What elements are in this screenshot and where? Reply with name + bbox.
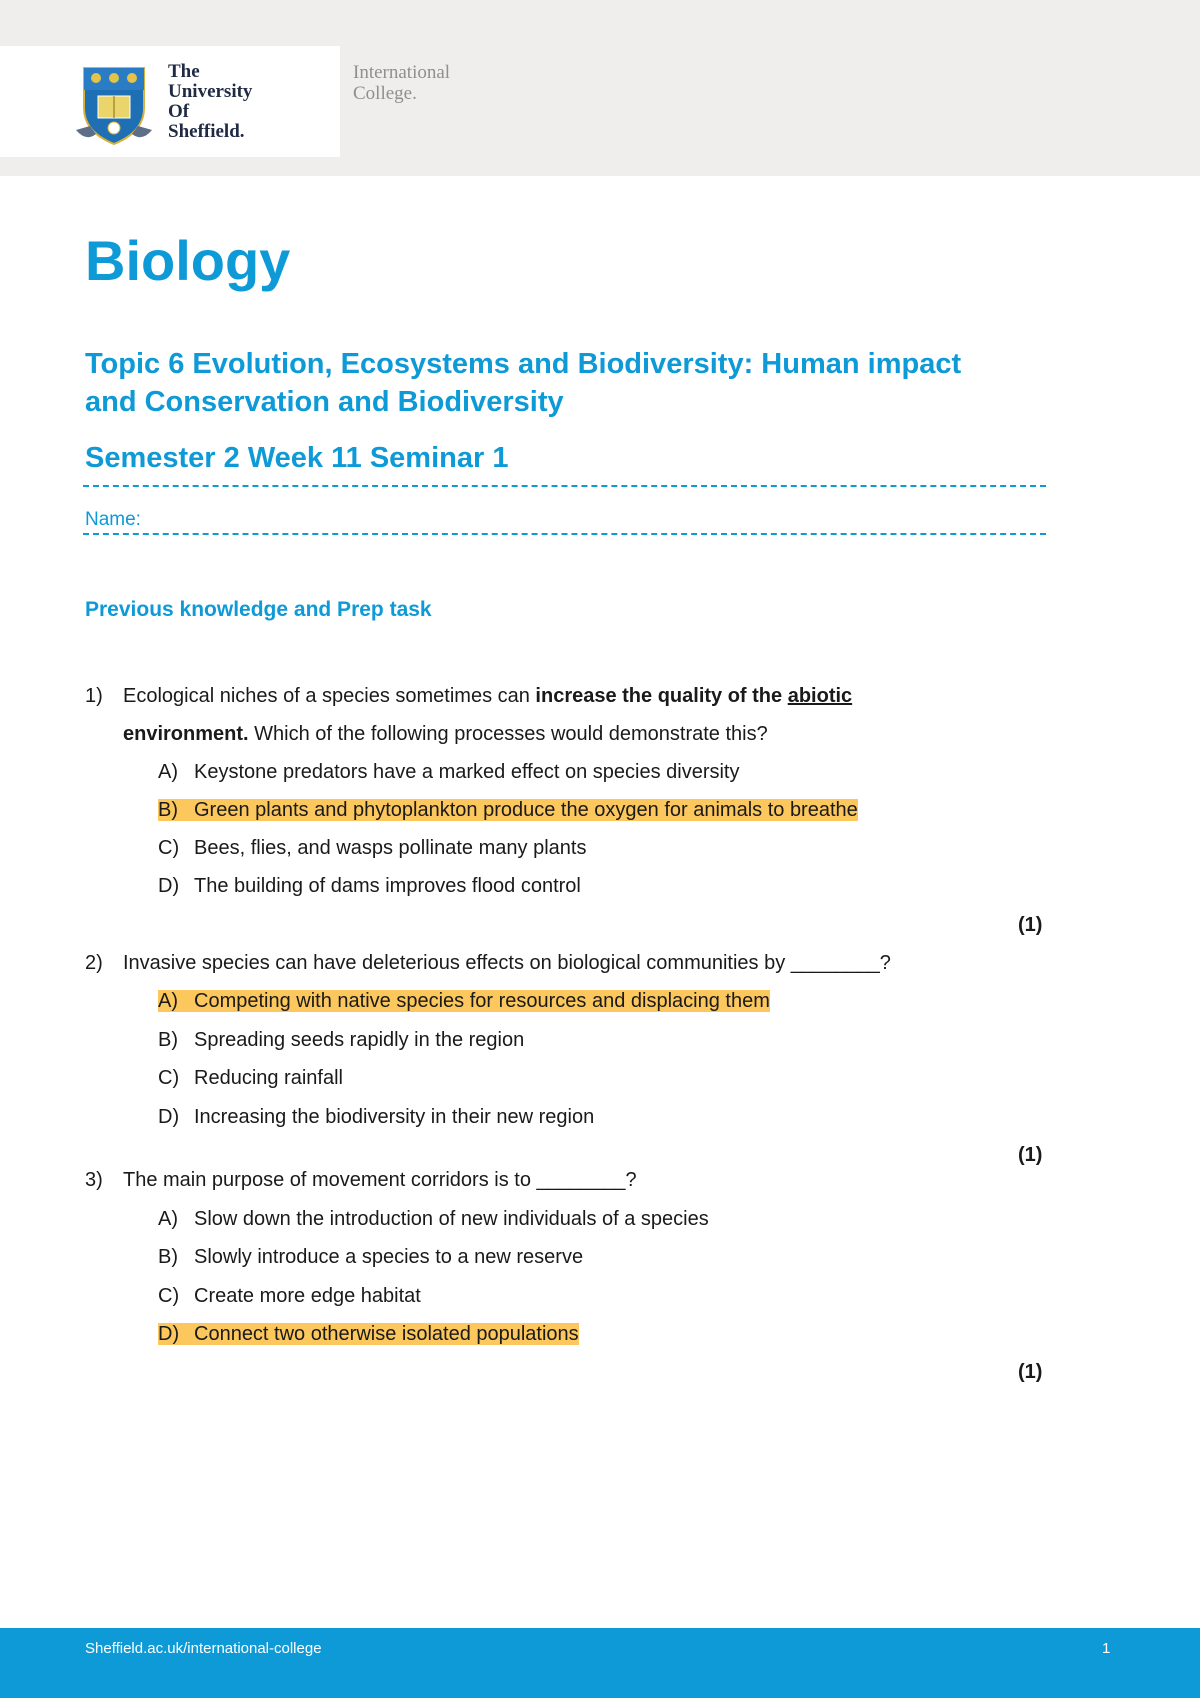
footer-band [0,1628,1200,1698]
option-letter: D) [158,1323,180,1345]
university-name-line: The [168,61,200,82]
option-letter: A) [158,761,178,783]
answer-option [158,1245,583,1269]
option-letter: B) [158,1029,178,1051]
option-text: Green plants and phytoplankton produce the oxygen for animals to breathe [194,799,858,821]
marks-label: (1) [1018,1144,1043,1166]
option-letter: C) [158,837,180,859]
answer-option [158,1066,343,1090]
question-text [123,684,852,708]
option-text: Increasing the biodiversity in their new region [194,1106,595,1128]
answer-option-highlighted [158,798,858,822]
question-text: The main purpose of movement corridors is to ________? [123,1169,637,1191]
section-heading: Previous knowledge and Prep task [85,598,432,621]
semester-heading: Semester 2 Week 11 Seminar 1 [85,442,509,474]
question-text-bold: environment. [123,723,249,745]
option-text: Reducing rainfall [194,1067,343,1089]
university-name [168,62,252,142]
answer-option [158,1105,594,1129]
answer-option-highlighted [158,989,770,1013]
answer-option [158,1207,709,1231]
name-field-line[interactable] [83,533,1046,535]
dashed-divider [83,485,1046,487]
university-crest-icon [76,60,152,146]
answer-option [158,1028,524,1052]
option-text: Competing with native species for resources and displacing them [194,990,770,1012]
question-number: 1) [85,685,103,707]
option-letter: D) [158,875,180,897]
option-text: The building of dams improves flood control [194,875,581,897]
option-letter: A) [158,1208,178,1230]
option-text: Spreading seeds rapidly in the region [194,1029,525,1051]
topic-heading: Topic 6 Evolution, Ecosystems and Biodiversity: Human impact and Conservation and Biodiversity [85,348,962,418]
question-text-part: Ecological niches of a species sometimes can [123,685,536,707]
option-text: Create more edge habitat [194,1285,421,1307]
question-text: Invasive species can have deleterious effects on biological communities by ________? [123,952,891,974]
question-number: 3) [85,1169,103,1191]
option-text: Bees, flies, and wasps pollinate many plants [194,837,587,859]
university-name-line: Of [168,101,190,122]
answer-option [158,760,739,784]
college-name [353,62,450,104]
answer-option-highlighted [158,1322,579,1346]
question-number: 2) [85,952,103,974]
answer-option [158,874,581,898]
marks-label: (1) [1018,914,1043,936]
document-title: Biology [85,229,291,292]
option-letter: B) [158,799,178,821]
option-letter: A) [158,990,178,1012]
page-number: 1 [1102,1640,1111,1657]
option-letter: C) [158,1067,180,1089]
option-text: Slow down the introduction of new individuals of a species [194,1208,709,1230]
option-letter: D) [158,1106,180,1128]
footer-url-link[interactable]: Sheffield.ac.uk/international-college [85,1640,322,1657]
option-letter: B) [158,1246,178,1268]
university-name-line: Sheffield. [168,121,245,142]
answer-option [158,836,586,860]
name-field-label: Name: [85,509,141,530]
option-text: Keystone predators have a marked effect on species diversity [194,761,740,783]
question-text-bold: increase the quality of the [535,685,788,707]
marks-label: (1) [1018,1361,1043,1383]
university-name-line: University [168,81,253,102]
college-name-line: College. [353,83,417,104]
question-text-part: Which of the following processes would demonstrate this? [248,723,768,745]
question-1-continued [123,722,768,746]
option-text: Connect two otherwise isolated populations [194,1323,579,1345]
answer-option [158,1284,421,1308]
option-text: Slowly introduce a species to a new reserve [194,1246,584,1268]
college-name-line: International [353,62,451,83]
option-letter: C) [158,1285,180,1307]
question-text-keyword: abiotic [787,685,853,707]
